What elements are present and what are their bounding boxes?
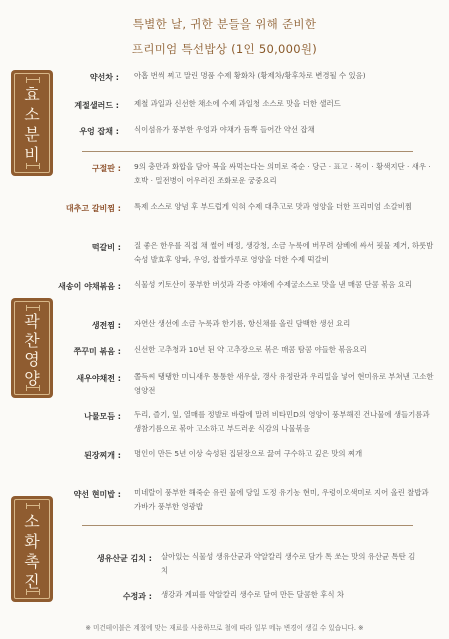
menu-item-desc: 아홉 번씩 찌고 말린 명품 수제 황화차 (황제차/황후차로 변경될 수 있음)	[134, 71, 366, 80]
menu-item-name: 나물모듬 :	[84, 412, 121, 421]
menu-item-desc: 특제 소스로 양념 후 부드럽게 익혀 수제 대추고로 맛과 영양을 더한 프리미엄 소갈비찜	[134, 202, 413, 211]
menu-item-desc: 자연산 생선에 소금 누룩과 한기름, 항신채를 올린 담백한 생선 요리	[134, 319, 351, 328]
badge-char: 진	[24, 572, 40, 591]
menu-item-name: 계절샐러드 :	[74, 101, 119, 110]
badge-char: 곽	[24, 312, 40, 331]
menu-item-name: 수정과 :	[122, 592, 152, 601]
footnote: ※ 미건테이블은 계절에 맞는 재료를 사용하므로 철에 따라 일부 메뉴 변경이 생길 수 있습니다. ※	[85, 624, 364, 632]
menu-subtitle-price: 프리미엄 특선밥상 (1인 50,000원)	[131, 42, 318, 56]
badge-promotion	[11, 496, 53, 602]
menu-item-desc: 미네랄이 풍부한 해죽순 유린 물에 당일 도정 유기농 현미, 우렁이오색미로 지어 올린 찰밥과 가바가 풍부한 영광밥	[134, 488, 429, 511]
menu-item-name: 구절판 :	[91, 164, 121, 173]
badge-char: 양	[24, 369, 40, 388]
badge-digestion	[11, 298, 53, 398]
menu-item-desc: 쫄득씨 탱탱한 미니새우 통통한 새우살, 갱사 유정란과 우리밀을 넣어 현미유로 부쳐낸 고소한 영양전	[134, 372, 434, 395]
badge-char: 소	[24, 512, 40, 531]
badge-effect	[11, 70, 53, 176]
menu-item-name: 생유산균 김치 :	[96, 554, 152, 563]
menu-item-name: 대추고 갈비찜 :	[65, 204, 121, 213]
menu-title: 특별한 날, 귀한 분들을 위해 준비한	[132, 17, 317, 31]
menu-item-desc: 두리, 즐기, 잎, 열매를 정발로 바람에 말려 비타민D의 영양이 풍부해진 건나물에 생들기름과 생참기름으로 볶아 고소하고 부드러운 식감의 나물볶음	[134, 410, 430, 433]
menu-item-desc: 명인이 만든 5년 이상 숙성된 집된장으로 끓여 구수하고 깊은 맛의 찌개	[134, 449, 363, 458]
badge-char: 소	[24, 105, 40, 124]
menu-item-name: 우엉 잡채 :	[79, 127, 119, 136]
menu-item-name: 떡갈비 :	[91, 243, 121, 252]
badge-char: 영	[24, 350, 40, 369]
badge-char: 효	[24, 85, 40, 104]
menu-item-name: 약선차 :	[89, 73, 119, 82]
badge-char: 찬	[24, 331, 40, 350]
menu-item-name: 새송이 야채볶음 :	[58, 282, 121, 291]
menu-item-desc: 생강과 계피를 약알칼리 생수로 달여 만든 달콤한 후식 차	[161, 590, 345, 599]
badge-char: 화	[24, 532, 40, 551]
menu-item-desc: 9의 충만과 화합을 담아 복을 싸먹는다는 의미로 죽순 · 당근 · 표고 · 목이 · 황색지단 · 새우 · 호박 · 밀전병이 어우러진 조화로운 궁중요리	[134, 162, 431, 185]
menu-item-name: 약선 현미밥 :	[73, 490, 121, 499]
menu-item-name: 새우야채전 :	[76, 374, 121, 383]
badge-char: 비	[24, 145, 40, 164]
menu-item-desc: 질 좋은 한우를 직접 채 썰어 배정, 생강청, 소금 누룩에 버무려 삼베에 싸서 핏물 제거, 하룻밤 숙성 발효후 양파, 우엉, 찹쌀가루로 영양을 더한 수제 떡갈비	[134, 241, 434, 264]
section-divider	[82, 525, 413, 526]
menu-item-desc: 식이섬유가 풍부한 우엉과 야채가 듬뿍 들어간 약선 잡채	[134, 125, 315, 134]
section-divider	[82, 151, 413, 152]
menu-item-desc: 제철 과일과 신선한 채소에 수제 과일청 소스로 맛을 더한 샐러드	[134, 99, 341, 108]
badge-char: 분	[24, 125, 40, 144]
menu-item-name: 생전찜 :	[91, 321, 121, 330]
menu-item-desc: 신선한 고추청과 10년 된 약 고추장으로 볶은 매콤 탐콤 야들한 볶음요리	[134, 345, 367, 354]
menu-item-name: 된장찌개 :	[84, 451, 121, 460]
menu-item-name: 쭈꾸미 볶음 :	[73, 347, 121, 356]
menu-item-desc: 살아있는 식물성 생유산균과 약알칼리 생수로 담가 톡 쏘는 맛의 유산균 톡탄 김치	[161, 552, 416, 575]
badge-char: 촉	[24, 552, 40, 571]
menu-item-desc: 식물성 키토산이 풍부한 버섯과 각종 야채에 수제굴소스로 맛을 낸 매콤 단콤 볶음 요리	[134, 280, 413, 289]
